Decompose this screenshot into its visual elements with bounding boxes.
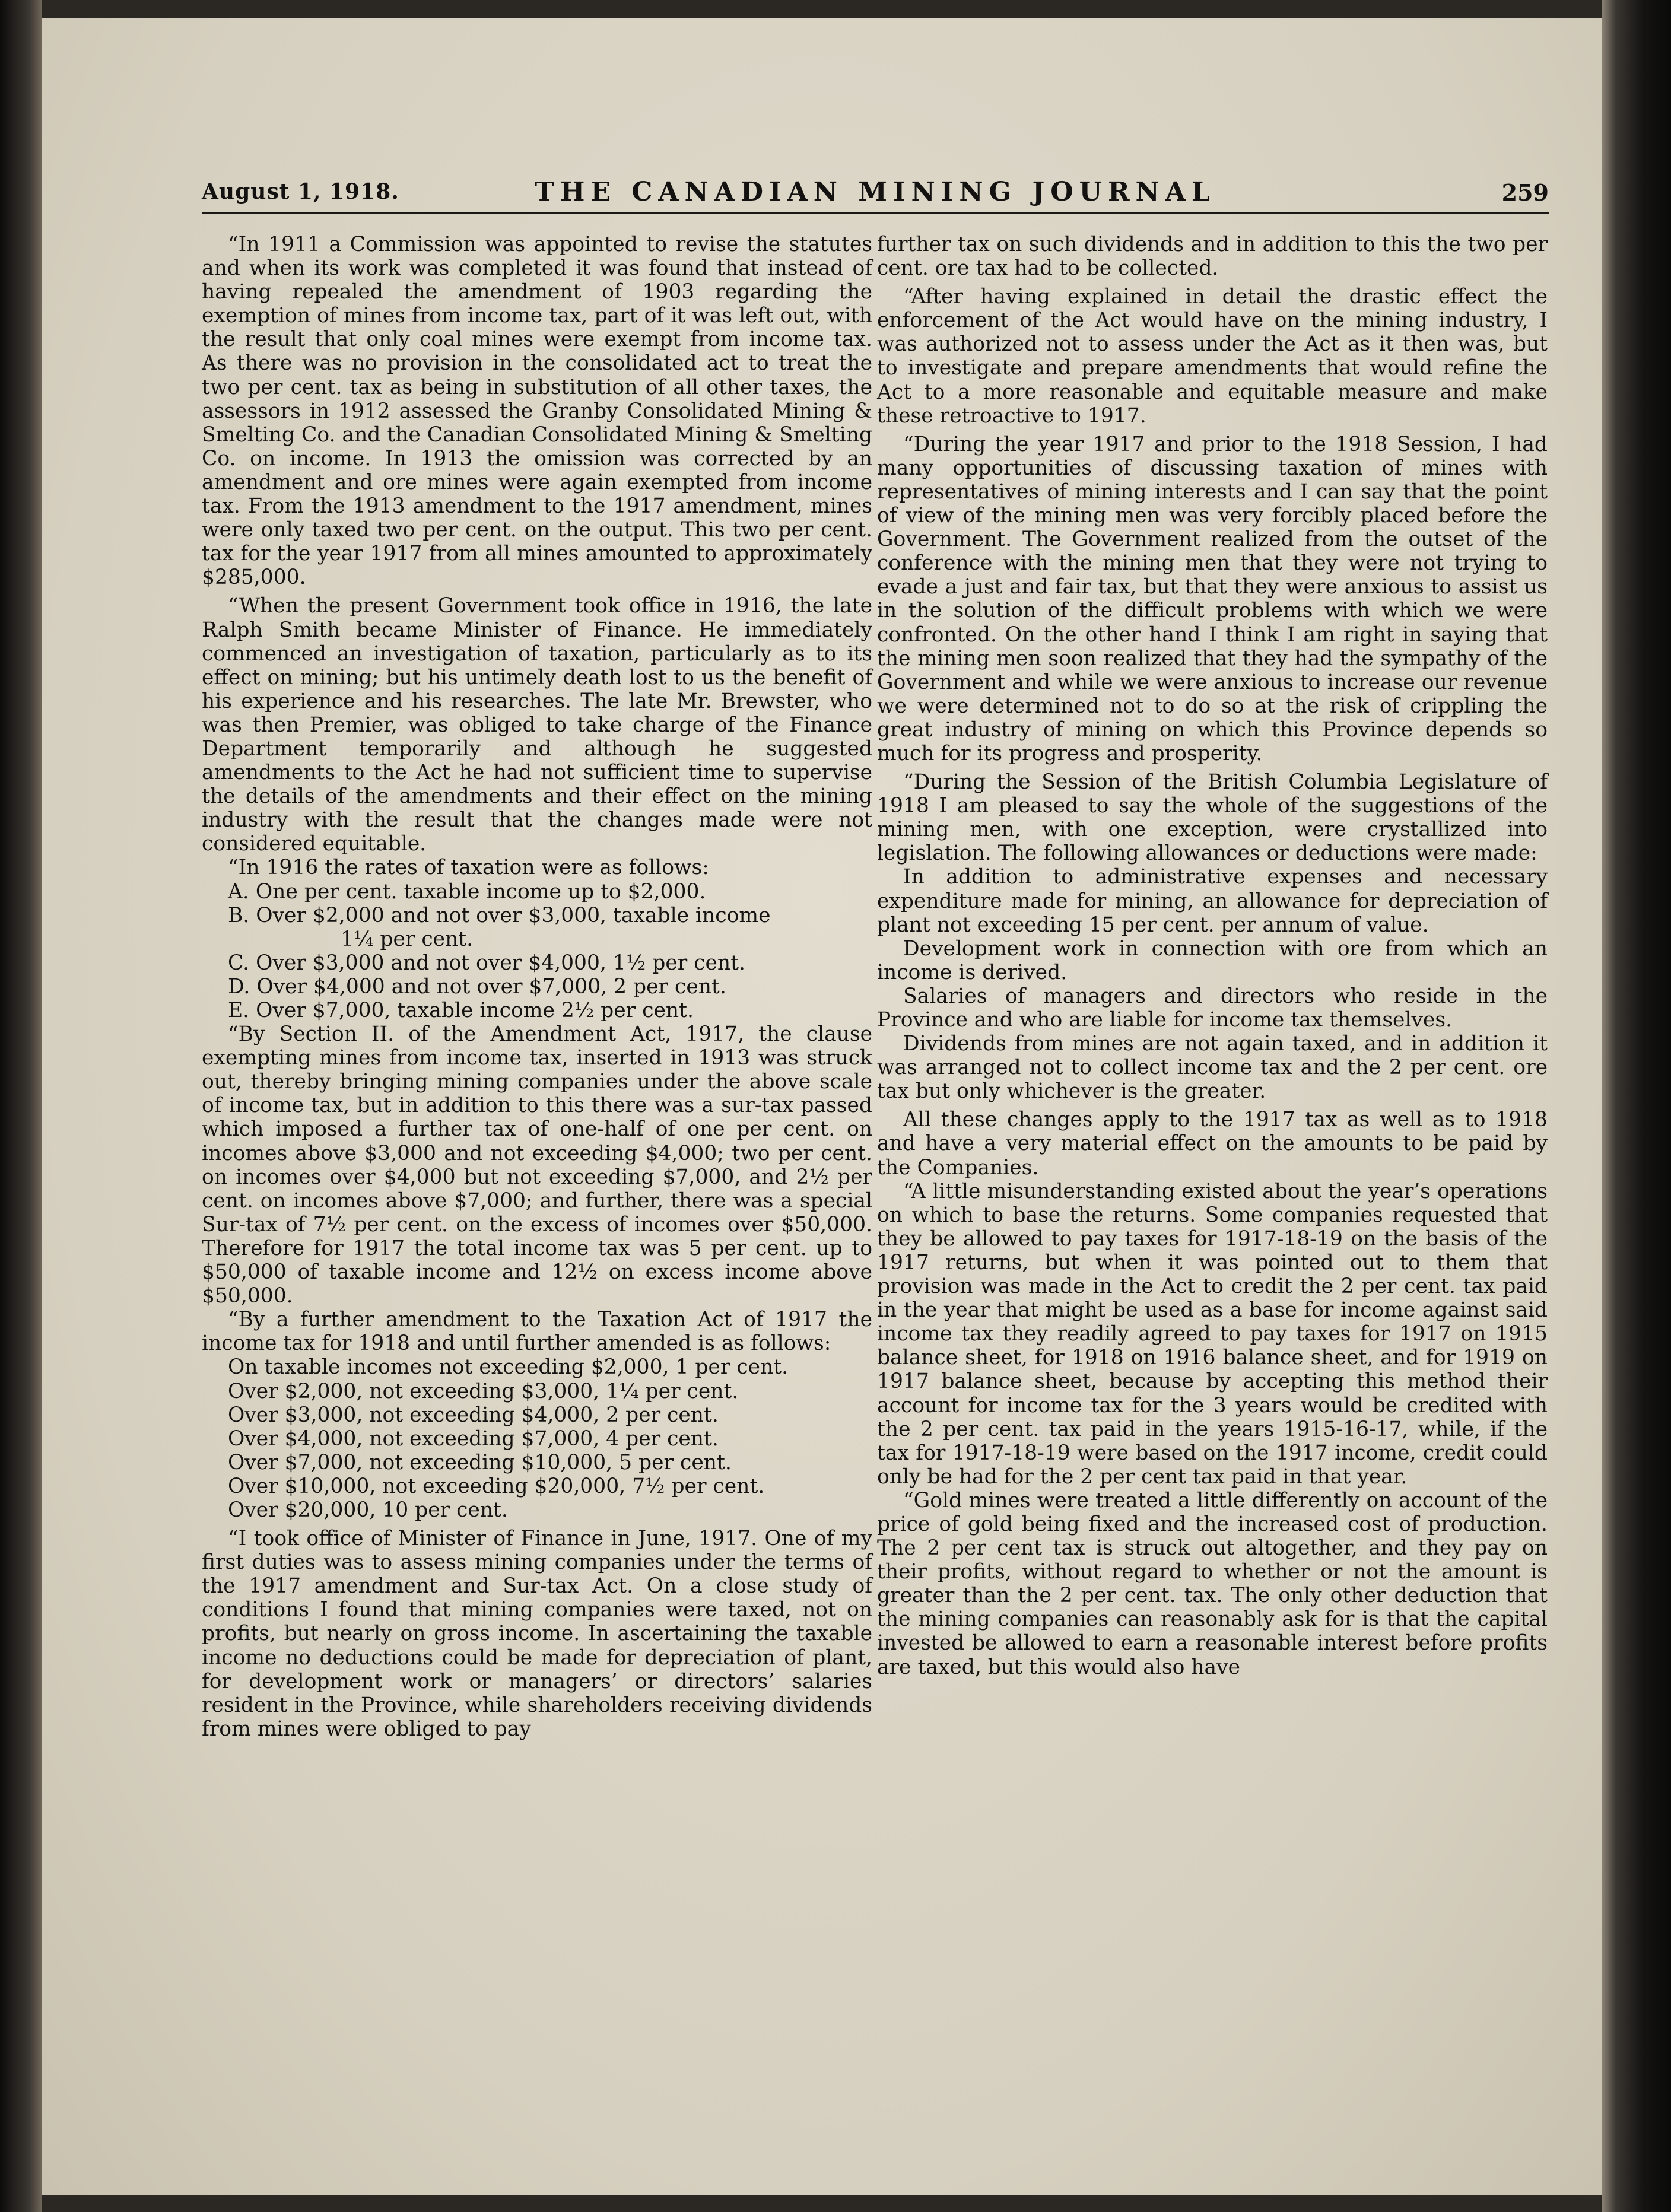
paragraph: “During the Session of the British Columbia Legislature of 1918 I am pleased to say the whole of the suggestions of the mining men, with one exception, were crystallized into legislation. The following allowances or deductions were made: [877, 770, 1548, 866]
rate-line: On taxable incomes not exceeding $2,000, 1 per cent. [228, 1355, 789, 1380]
paragraph: Salaries of managers and directors who reside in the Province and who are liable for income tax themselves. [877, 984, 1548, 1032]
book-spine-shadow [0, 0, 42, 2212]
journal-page [42, 18, 1602, 2195]
running-header [202, 177, 1549, 214]
rate-item-d: D. Over $4,000 and not over $7,000, 2 per cent. [228, 974, 726, 999]
left-column [202, 233, 872, 1741]
paragraph: further tax on such dividends and in addition to this the two per cent. ore tax had to be collected. [877, 233, 1548, 281]
rate-item-c: C. Over $3,000 and not over $4,000, 1½ per cent. [228, 951, 745, 975]
paragraph: “Gold mines were treated a little differently on account of the price of gold being fixed and the increased cost of production. The 2 per cent tax is struck out altogether, and they pay on their profits, without regard to whether or not the amount is greater than the 2 per cent. tax. The only other deduction that the mining companies can reasonably ask for is that the capital invested be allowed to earn a reasonable interest before profits are taxed, but this would also have [877, 1488, 1548, 1679]
paragraph: Dividends from mines are not again taxed, and in addition it was arranged not to collect income tax and the 2 per cent. ore tax but only whichever is the greater. [877, 1032, 1548, 1104]
issue-date: August 1, 1918. [202, 179, 399, 204]
paragraph: “In 1916 the rates of taxation were as follows: [228, 856, 709, 880]
page-edge-shadow [1602, 0, 1671, 2212]
paragraph: “By a further amendment to the Taxation Act of 1917 the income tax for 1918 and until further amended is as follows: [202, 1308, 872, 1356]
journal-title: THE CANADIAN MINING JOURNAL [535, 177, 1216, 207]
paragraph: All these changes apply to the 1917 tax as well as to 1918 and have a very material effect on the amounts to be paid by the Companies. [877, 1108, 1548, 1180]
rate-line: Over $10,000, not exceeding $20,000, 7½ per cent. [228, 1474, 765, 1498]
paragraph: “After having explained in detail the drastic effect the enforcement of the Act would have on the mining industry, I was authorized not to assess under the Act as it then was, but to investigate and prepare amendments that would refine the Act to a more reasonable and equitable measure and make these retroactive to 1917. [877, 285, 1548, 428]
paragraph: In addition to administrative expenses and necessary expenditure made for mining, an allowance for depreciation of plant not exceeding 15 per cent. per annum of value. [877, 865, 1548, 937]
paragraph: “By Section II. of the Amendment Act, 1917, the clause exempting mines from income tax, inserted in 1913 was struck out, thereby bringing mining companies under the above scale of income tax, but in addition to this there was a sur-tax passed which imposed a further tax of one-half of one per cent. on incomes above $3,000 and not exceeding $4,000; two per cent. on incomes over $4,000 but not exceeding $7,000, and 2½ per cent. on incomes above $7,000; and further, there was a special Sur-tax of 7½ per cent. on the excess of incomes over $50,000. Therefore for 1917 the total income tax was 5 per cent. up to $50,000 of taxable income and 12½ on excess income above $50,000. [202, 1022, 872, 1308]
rate-line: Over $2,000, not exceeding $3,000, 1¼ per cent. [228, 1379, 739, 1403]
paragraph: “In 1911 a Commission was appointed to revise the statutes and when its work was completed it was found that instead of having repealed the amendment of 1903 regarding the exemption of mines from income tax, part of it was left out, with the result that only coal mines were exempt from income tax. As there was no provision in the consolidated act to treat the two per cent. tax as being in substitution of all other taxes, the assessors in 1912 assessed the Granby Consolidated Mining & Smelting Co. and the Canadian Consolidated Mining & Smelting Co. on income. In 1913 the omission was corrected by an amendment and ore mines were again exempted from income tax. From the 1913 amendment to the 1917 amendment, mines were only taxed two per cent. on the output. This two per cent. tax for the year 1917 from all mines amounted to approximately $285,000. [202, 233, 872, 590]
right-column [877, 233, 1548, 1679]
rate-item-b-text: B. Over $2,000 and not over $3,000, taxable income [228, 903, 771, 927]
paragraph: “I took office of Minister of Finance in June, 1917. One of my first duties was to assess mining companies under the terms of the 1917 amendment and Sur-tax Act. On a close study of conditions I found that mining companies were taxed, not on profits, but nearly on gross income. In ascertaining the taxable income no deductions could be made for depreciation of plant, for development work or managers’ or directors’ salaries resident in the Province, while shareholders receiving dividends from mines were obliged to pay [202, 1527, 872, 1741]
page-number: 259 [1501, 179, 1549, 206]
paragraph: “A little misunderstanding existed about the year’s operations on which to base the returns. Some companies requested that they be allowed to pay taxes for 1917-18-19 on the basis of the 1917 returns, but when it was pointed out to them that provision was made in the Act to credit the 2 per cent. tax paid in the year that might be used as a base for income against said income tax they readily agreed to pay taxes for 1917 on 1915 balance sheet, for 1918 on 1916 balance sheet, and for 1919 on 1917 balance sheet, because by accepting this method their account for income tax for the 3 years would be credited with the 2 per cent. tax paid in the years 1915-16-17, while, if the tax for 1917-18-19 were based on the 1917 income, credit could only be had for the 2 per cent tax paid in that year. [877, 1179, 1548, 1489]
rate-item-b-continuation: 1¼ per cent. [341, 927, 474, 951]
rate-item-a: A. One per cent. taxable income up to $2,000. [228, 879, 706, 904]
paragraph: “When the present Government took office in 1916, the late Ralph Smith became Minister of Finance. He immediately commenced an investigation of taxation, particularly as to its effect on mining; but his untimely death lost to us the benefit of his experience and his researches. The late Mr. Brewster, who was then Premier, was obliged to take charge of the Finance Department temporarily and although he suggested amendments to the Act he had not sufficient time to supervise the details of the amendments and their effect on the mining industry with the result that the changes made were not considered equitable. [202, 594, 872, 856]
paragraph: Development work in connection with ore from which an income is derived. [877, 936, 1548, 984]
rate-line: Over $4,000, not exceeding $7,000, 4 per cent. [228, 1426, 719, 1451]
rate-line: Over $3,000, not exceeding $4,000, 2 per cent. [228, 1403, 719, 1427]
rate-item-b [228, 904, 872, 951]
rate-item-e: E. Over $7,000, taxable income 2½ per cent. [228, 999, 694, 1022]
rate-line: Over $20,000, 10 per cent. [228, 1498, 508, 1522]
rate-line: Over $7,000, not exceeding $10,000, 5 per cent. [228, 1450, 732, 1474]
paragraph: “During the year 1917 and prior to the 1918 Session, I had many opportunities of discussing taxation of mines with representatives of mining interests and I can say that the point of view of the mining men was very forcibly placed before the Government. The Government realized from the outset of the conference with the mining men that they were not trying to evade a just and fair tax, but that they were anxious to assist us in the solution of the difficult problems with which we were confronted. On the other hand I think I am right in saying that the mining men soon realized that they had the sympathy of the Government and while we were anxious to increase our revenue we were determined not to do so at the risk of crippling the great industry of mining on which this Province depends so much for its progress and prosperity. [877, 432, 1548, 765]
